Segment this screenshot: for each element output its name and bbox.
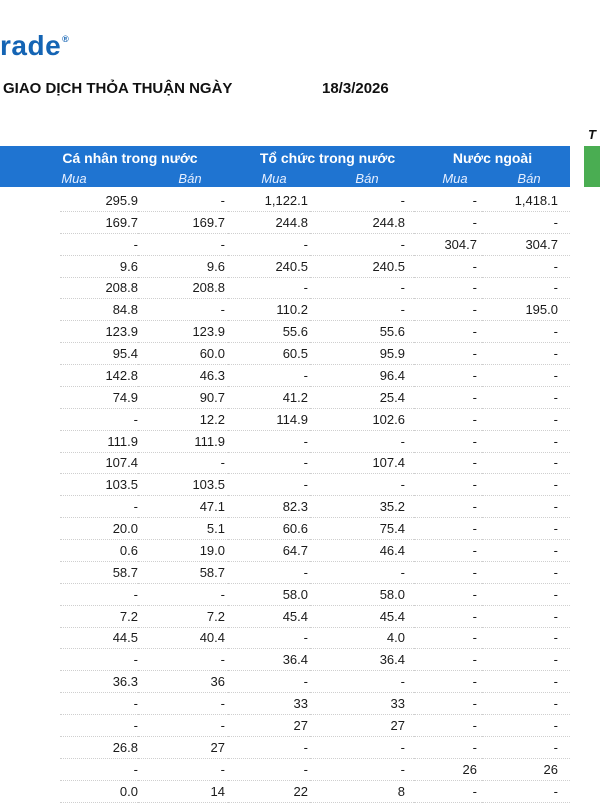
row-label-cell [0,343,60,365]
row-label-cell [0,474,60,496]
table-cell: 82.3 [228,496,310,518]
table-cell: - [414,561,482,583]
table-cell: - [228,561,310,583]
group-header-domestic-institutions: Tổ chức trong nước [259,150,396,166]
table-cell: 60.0 [138,343,228,365]
table-cell: 58.0 [228,583,310,605]
table-cell: 33 [310,693,414,715]
table-row [0,693,570,715]
table-cell: - [310,430,414,452]
table-row [0,299,570,321]
table-row [0,474,570,496]
table-cell: 1,122.1 [228,190,310,211]
table-cell: - [138,693,228,715]
row-label-cell [0,365,60,387]
table-cell: 304.7 [414,233,482,255]
table-cell: 103.5 [138,474,228,496]
table-cell: - [482,649,570,671]
table-cell: - [482,715,570,737]
table-cell: - [414,408,482,430]
table-cell: - [414,365,482,387]
table-cell: - [482,736,570,758]
table-cell: - [482,408,570,430]
report-date: 18/3/2026 [322,80,389,97]
table-cell: 35.2 [310,496,414,518]
table-cell: 55.6 [310,321,414,343]
table-cell: - [414,671,482,693]
table-cell: - [414,474,482,496]
table-cell: 22 [228,780,310,802]
table-row [0,518,570,540]
table-row [0,211,570,233]
row-label-cell [0,190,60,211]
table-cell: 96.4 [310,365,414,387]
table-cell: 26 [414,758,482,780]
table-row [0,671,570,693]
table-cell: - [414,627,482,649]
table-cell: - [310,736,414,758]
table-cell: - [414,211,482,233]
table-cell: 60.6 [228,518,310,540]
table-cell: 111.9 [60,430,138,452]
table-cell: - [228,365,310,387]
table-cell: 36.4 [228,649,310,671]
table-cell: 44.5 [60,627,138,649]
row-label-cell [0,671,60,693]
table-cell: - [414,540,482,562]
row-label-cell [0,452,60,474]
table-cell: - [310,671,414,693]
group-header-domestic-individuals: Cá nhân trong nước [62,150,198,166]
trade-table [0,190,570,803]
table-cell: - [310,190,414,211]
table-cell: - [228,277,310,299]
table-row [0,758,570,780]
col-header-buy: Mua [442,171,468,186]
table-cell: 123.9 [60,321,138,343]
table-row [0,649,570,671]
table-cell: 58.0 [310,583,414,605]
row-label-cell [0,758,60,780]
table-row [0,408,570,430]
table-cell: - [414,343,482,365]
row-label-cell [0,321,60,343]
row-label-cell [0,255,60,277]
table-cell: 26.8 [60,736,138,758]
table-row [0,715,570,737]
table-cell: 5.1 [138,518,228,540]
table-cell: - [482,474,570,496]
table-cell: - [310,233,414,255]
row-label-cell [0,627,60,649]
table-cell: - [414,430,482,452]
table-row [0,190,570,211]
table-cell: 46.4 [310,540,414,562]
table-cell: 45.4 [310,605,414,627]
table-cell: - [414,452,482,474]
col-header-sell: Bán [178,171,202,186]
table-row [0,233,570,255]
table-cell: 208.8 [60,277,138,299]
table-cell: - [310,277,414,299]
table-cell: 84.8 [60,299,138,321]
table-cell: - [482,605,570,627]
table-cell: 36.3 [60,671,138,693]
table-cell: - [228,671,310,693]
table-cell: - [414,649,482,671]
table-cell: - [414,321,482,343]
table-cell: 14 [138,780,228,802]
table-cell: 8 [310,780,414,802]
table-cell: - [138,233,228,255]
table-cell: - [414,693,482,715]
table-cell: 47.1 [138,496,228,518]
table-cell: - [482,540,570,562]
table-cell: 58.7 [138,561,228,583]
table-cell: 25.4 [310,386,414,408]
table-cell: 169.7 [60,211,138,233]
table-cell: - [482,277,570,299]
table-cell: - [482,343,570,365]
table-cell: - [482,561,570,583]
row-label-cell [0,277,60,299]
table-row [0,452,570,474]
table-cell: 58.7 [60,561,138,583]
table-cell: 20.0 [60,518,138,540]
table-cell: - [482,693,570,715]
table-cell: - [482,430,570,452]
table-cell: - [60,693,138,715]
table-cell: - [138,715,228,737]
col-header-sell: Bán [517,171,541,186]
table-cell: - [228,627,310,649]
table-cell: - [228,430,310,452]
clipped-column-header: T [588,127,596,142]
table-cell: 41.2 [228,386,310,408]
table-row [0,343,570,365]
brand-logo: rade® [0,30,70,61]
table-cell: 74.9 [60,386,138,408]
table-cell: 208.8 [138,277,228,299]
table-cell: 244.8 [228,211,310,233]
table-cell: - [138,583,228,605]
row-label-cell [0,736,60,758]
table-cell: - [414,386,482,408]
table-row [0,736,570,758]
table-cell: - [228,474,310,496]
row-label-cell [0,518,60,540]
table-cell: - [60,649,138,671]
table-row [0,255,570,277]
table-cell: 7.2 [60,605,138,627]
table-cell: 114.9 [228,408,310,430]
table-row [0,780,570,802]
row-label-cell [0,649,60,671]
table-cell: - [414,255,482,277]
table-cell: - [228,452,310,474]
table-cell: 40.4 [138,627,228,649]
table-cell: - [482,255,570,277]
table-cell: - [482,321,570,343]
table-cell: 295.9 [60,190,138,211]
group-header-foreign: Nước ngoài [452,150,533,166]
table-cell: - [310,474,414,496]
table-cell: 19.0 [138,540,228,562]
table-row [0,386,570,408]
row-label-cell [0,583,60,605]
table-cell: 111.9 [138,430,228,452]
table-row [0,430,570,452]
table-cell: 27 [310,715,414,737]
clipped-column-header-band [584,146,600,187]
table-row [0,627,570,649]
row-label-cell [0,430,60,452]
table-cell: - [60,583,138,605]
table-cell: 195.0 [482,299,570,321]
table-cell: - [414,299,482,321]
table-cell: - [482,211,570,233]
table-row [0,561,570,583]
table-cell: 90.7 [138,386,228,408]
table-cell: 123.9 [138,321,228,343]
table-cell: 103.5 [60,474,138,496]
table-cell: 95.4 [60,343,138,365]
table-cell: 107.4 [60,452,138,474]
table-cell: 304.7 [482,233,570,255]
table-cell: 110.2 [228,299,310,321]
table-cell: - [482,386,570,408]
table-cell: 142.8 [60,365,138,387]
table-cell: - [414,583,482,605]
table-cell: - [60,233,138,255]
table-cell: 1,418.1 [482,190,570,211]
row-label-cell [0,211,60,233]
table-cell: 102.6 [310,408,414,430]
table-cell: - [414,518,482,540]
table-cell: - [138,299,228,321]
table-cell: - [138,190,228,211]
table-row [0,605,570,627]
table-cell: - [482,496,570,518]
row-label-cell [0,780,60,802]
row-label-cell [0,496,60,518]
table-cell: - [228,233,310,255]
table-cell: - [482,780,570,802]
row-label-cell [0,693,60,715]
table-cell: - [138,758,228,780]
table-cell: - [138,649,228,671]
table-cell: - [482,627,570,649]
table-cell: - [414,496,482,518]
table-cell: 244.8 [310,211,414,233]
table-row [0,365,570,387]
row-label-cell [0,299,60,321]
table-cell: - [310,299,414,321]
row-label-cell [0,386,60,408]
table-cell: 12.2 [138,408,228,430]
table-cell: 26 [482,758,570,780]
table-cell: - [60,408,138,430]
col-header-sell: Bán [355,171,379,186]
table-cell: - [310,758,414,780]
row-label-cell [0,540,60,562]
table-cell: 46.3 [138,365,228,387]
table-cell: 169.7 [138,211,228,233]
table-cell: 27 [138,736,228,758]
table-cell: 75.4 [310,518,414,540]
table-cell: 55.6 [228,321,310,343]
row-label-cell [0,233,60,255]
table-row [0,496,570,518]
table-row [0,321,570,343]
table-cell: - [414,277,482,299]
table-cell: 4.0 [310,627,414,649]
table-row [0,583,570,605]
table-cell: - [310,561,414,583]
table-cell: - [414,736,482,758]
row-label-cell [0,561,60,583]
table-cell: - [138,452,228,474]
table-cell: - [482,671,570,693]
table-cell: 9.6 [60,255,138,277]
table-cell: - [482,583,570,605]
table-cell: 36.4 [310,649,414,671]
row-label-cell [0,605,60,627]
table-cell: 240.5 [228,255,310,277]
row-label-cell [0,408,60,430]
table-cell: - [482,452,570,474]
table-cell: - [414,190,482,211]
table-cell: - [482,365,570,387]
table-cell: 240.5 [310,255,414,277]
table-cell: 27 [228,715,310,737]
table-cell: 0.6 [60,540,138,562]
table-cell: 33 [228,693,310,715]
table-cell: - [60,715,138,737]
table-cell: - [60,758,138,780]
report-title: GIAO DỊCH THỎA THUẬN NGÀY [3,80,233,97]
table-cell: 36 [138,671,228,693]
table-cell: - [228,736,310,758]
table-cell: 107.4 [310,452,414,474]
table-row [0,540,570,562]
table-cell: - [414,605,482,627]
table-cell: 95.9 [310,343,414,365]
table-cell: - [228,758,310,780]
table-cell: - [414,715,482,737]
table-cell: 45.4 [228,605,310,627]
table-cell: 7.2 [138,605,228,627]
table-cell: - [414,780,482,802]
table-cell: 60.5 [228,343,310,365]
col-header-buy: Mua [61,171,87,186]
col-header-buy: Mua [261,171,287,186]
table-cell: - [482,518,570,540]
table-cell: - [60,496,138,518]
table-cell: 64.7 [228,540,310,562]
table-cell: 9.6 [138,255,228,277]
table-row [0,277,570,299]
row-label-cell [0,715,60,737]
table-cell: 0.0 [60,780,138,802]
